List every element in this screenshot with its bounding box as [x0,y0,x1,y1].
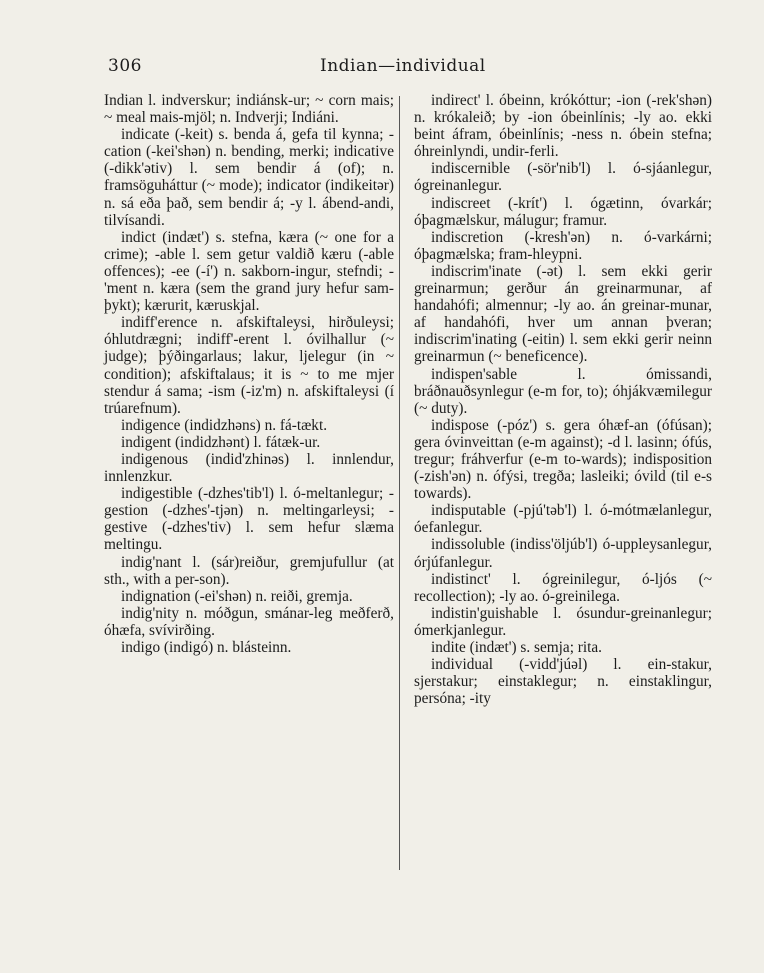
right-column [414,92,712,707]
dictionary-entry: indig'nity n. móðgun, smánar-leg meðferð, óhæfa, svívirðing. [104,604,394,639]
dictionary-entry: indig'nant l. (sár)reiður, gremjufullur (at sth., with a per-son). [104,553,394,588]
left-column [104,92,394,656]
dictionary-entry: indiff'erence n. afskiftaleysi, hirðuleysi; óhlutdrægni; indiff'-erent l. óvilhallur (~ judge); þýðingarlaus; lakur, ljelegur (in ~ condition); afskiftalaus; it is ~ to me mjer stendur á sama; -ism (-iz'm) n. afskiftaleysi (í trúarefnum). [104,314,394,417]
dictionary-entry: indiscrim'inate (-ət) l. sem ekki gerir greinarmun; gerður án greinarmunar, af handahófi; almennur; -ly ao. án greinar-munar, af handahófi, hver um annan þveran; indiscrim'inating (-eitin) l. sem ekki gerir neinn greinarmun (~ beneficence). [414,262,712,366]
dictionary-entry: indirect' l. óbeinn, krókóttur; -ion (-rek'shən) n. krókaleið; by -ion óbeinlínis; -ly ao. ekki beint áfram, óbeinlínis; -ness n. óbein stefna; óhreinlyndi, undir-ferli. [414,92,712,161]
dictionary-entry: indigenous (indid'zhinəs) l. innlendur, innlenzkur. [104,450,394,486]
dictionary-entry: indignation (-ei'shən) n. reiði, gremja. [121,587,353,605]
dictionary-entry: indigo (indigó) n. blásteinn. [121,639,292,656]
dictionary-entry: indigestible (-dzhes'tib'l) l. ó-meltanlegur; -gestion (-dzhes'-tjən) n. meltingarleysi; -gestive (-dzhes'tiv) l. sem hefur slæma meltingu. [104,485,394,554]
dictionary-entry: individual (-vidd'júəl) l. ein-stakur, sjerstakur; einstaklegur; n. einstaklingur, persóna; -ity [414,656,712,708]
dictionary-entry: indistinct' l. ógreinilegur, ó-ljós (~ recollection); -ly ao. ó-greinilega. [414,570,712,605]
dictionary-entry: indicate (-keit) s. benda á, gefa til kynna; -cation (-kei'shən) n. bending, merki; indicative (-dikk'ətiv) l. sem bendir á (of); n. framsöguháttur (~ mode); indicator (indikeitər) n. sá eða það, sem bendir á; -y l. ábend-andi, tilvísandi. [104,126,394,229]
dictionary-entry: Indian l. indverskur; indiánsk-ur; ~ corn mais; ~ meal mais-mjöl; n. Indverji; Indiáni. [104,92,394,127]
running-head: Indian—individual [320,56,486,76]
column-divider [399,96,400,870]
dictionary-entry: indite (indæt') s. semja; rita. [431,639,602,656]
dictionary-entry: indict (indæt') s. stefna, kæra (~ one for a crime); -able l. sem getur valdið kæru (-able offences); -ee (-í') n. sakborn-ingur, stefndi; -'ment n. kæra (sem the grand jury hefur sam-þykt); kærurit, kæruskjal. [104,228,394,315]
page-number: 306 [108,56,142,76]
dictionary-entry: indispen'sable l. ómissandi, bráðnauðsynlegur (e-m for, to); óhjákvæmilegur (~ duty). [414,365,712,417]
dictionary-entry: indigence (indidzhəns) n. fá-tækt. [121,416,328,434]
dictionary-entry: indiscreet (-krít') l. ógætinn, óvarkár; óþagmælskur, málugur; framur. [414,194,712,229]
dictionary-entry: indistin'guishable l. ósundur-greinanlegur; ómerkjanlegur. [414,604,712,639]
dictionary-entry: indisputable (-pjú'təb'l) l. ó-mótmælanlegur, óefanlegur. [414,502,712,537]
dictionary-entry: indigent (indidzhənt) l. fátæk-ur. [121,433,321,451]
dictionary-entry: indiscernible (-sör'nib'l) l. ó-sjáanlegur, ógreinanlegur. [414,160,712,195]
dictionary-entry: indiscretion (-kresh'ən) n. ó-varkárni; óþagmælska; fram-hleypni. [414,228,712,263]
dictionary-entry: indispose (-póz') s. gera óhæf-an (ófúsan); gera óvinveittan (e-m against); -d l. lasinn; ófús, tregur; fráhverfur (e-m to-wards); indisposition (-zish'ən) n. ófýsi, tregða; lasleiki; óvild (til e-s towards). [414,416,712,503]
dictionary-entry: indissoluble (indiss'öljúb'l) ó-uppleysanlegur, órjúfanlegur. [414,536,712,571]
page-header [108,56,668,82]
